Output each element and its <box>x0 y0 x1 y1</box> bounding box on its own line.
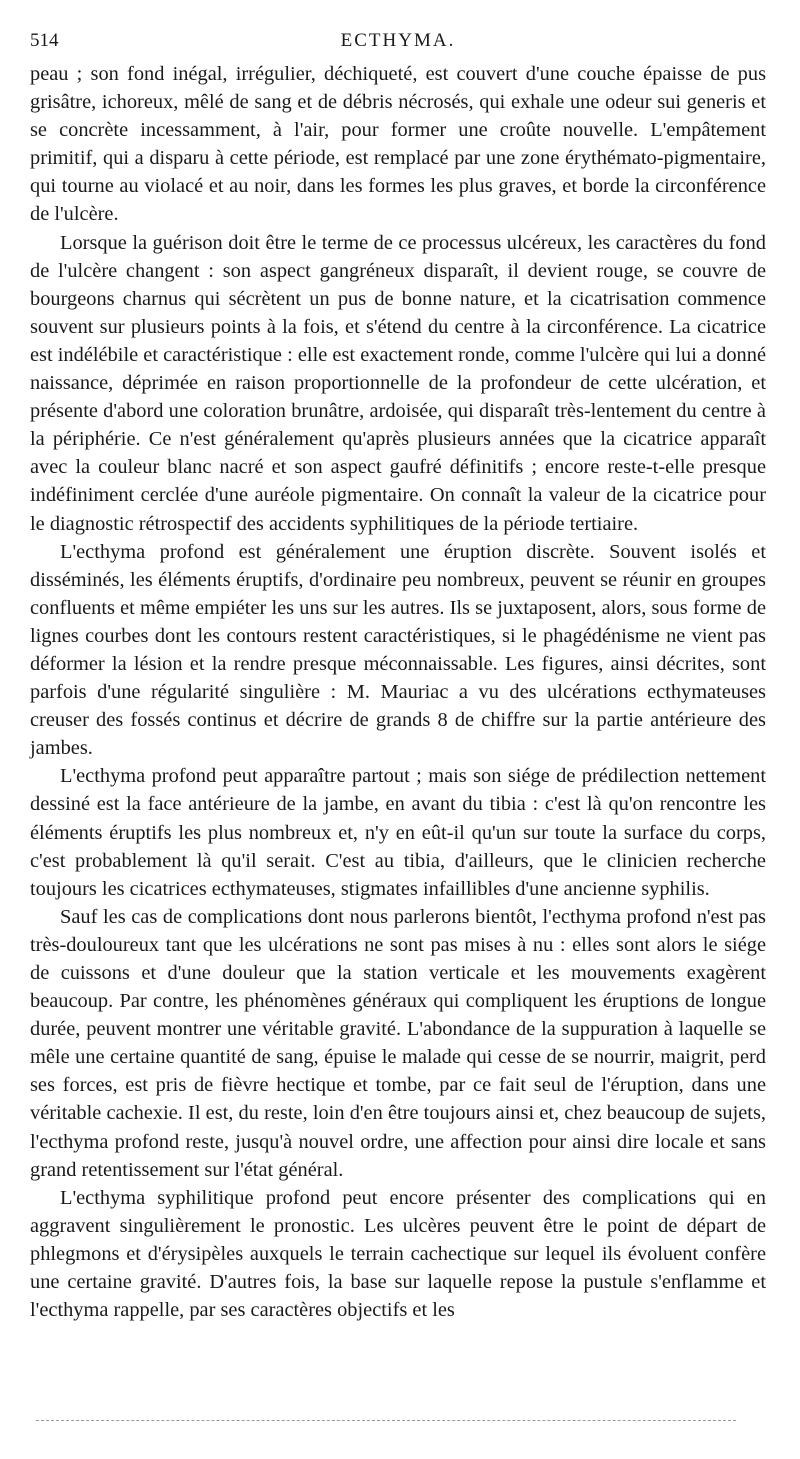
paragraph-6: L'ecthyma syphilitique profond peut encore présenter des complications qui en aggravent singulièrement le pronostic. Les ulcères peuvent être le point de départ de phlegmons et d'érysipèles auxquels le terrain cachectique sur lequel ils évoluent confère une certaine gravité. D'autres fois, la base sur laquelle repose la pustule s'enflamme et l'ecthyma rappelle, par ses caractères objectifs et les <box>30 1186 766 1322</box>
book-page <box>30 26 766 1324</box>
running-title: ECTHYMA. <box>340 30 456 51</box>
paragraph-1: peau ; son fond inégal, irrégulier, déchiqueté, est couvert d'une couche épaisse de pus grisâtre, ichoreux, mêlé de sang et de débris nécrosés, qui exhale une odeur sui generis et se concrète incessamment, à l'air, pour former une croûte nouvelle. L'empâtement primitif, qui a disparu à cette période, est remplacé par une zone érythémato-pigmentaire, qui tourne au violacé et au noir, dans les formes les plus graves, et borde la circonférence de l'ulcère. <box>30 63 766 226</box>
body-text <box>30 60 766 1324</box>
paragraph-5: Sauf les cas de complications dont nous parlerons bientôt, l'ecthyma profond n'est pas très-douloureux tant que les ulcérations ne sont pas mises à nu : elles sont alors le siége de cuissons et d'une douleur que la station verticale et les mouvements exagèrent beaucoup. Par contre, les phénomènes généraux qui compliquent les éruptions de longue durée, peuvent montrer une véritable gravité. L'abondance de la suppuration à laquelle se mêle une certaine quantité de sang, épuise le malade qui cesse de se nourrir, maigrit, perd ses forces, est pris de fièvre hectique et tombe, par ce fait seul de l'éruption, dans une véritable cachexie. Il est, du reste, loin d'en être toujours ainsi et, chez beaucoup de sujets, l'ecthyma profond reste, jusqu'à nouvel ordre, une affection pour ainsi dire locale et sans grand retentissement sur l'état général. <box>30 905 766 1181</box>
paragraph-4: L'ecthyma profond peut apparaître partout ; mais son siége de prédilection nettement dessiné est la face antérieure de la jambe, en avant du tibia : c'est là qu'on rencontre les éléments éruptifs les plus nombreux et, n'y en eût-il qu'un sur toute la surface du corps, c'est probablement là qu'il serait. C'est au tibia, d'ailleurs, que le clinicien recherche toujours les cicatrices ecthymateuses, stigmates infaillibles d'une ancienne syphilis. <box>30 765 766 900</box>
running-head <box>30 26 766 56</box>
footer-rule <box>36 1420 736 1421</box>
page-number: 514 <box>30 30 59 51</box>
paragraph-2: Lorsque la guérison doit être le terme de ce processus ulcéreux, les caractères du fond de l'ulcère changent : son aspect gangréneux disparaît, il devient rouge, se couvre de bourgeons charnus qui sécrètent un pus de bonne nature, et la cicatrisation commence souvent sur plusieurs points à la fois, et s'étend du centre à la circonférence. La cicatrice est indélébile et caractéristique : elle est exactement ronde, comme l'ulcère qui lui a donné naissance, déprimée en raison proportionnelle de la profondeur de cette ulcération, et présente d'abord une coloration brunâtre, ardoisée, qui disparaît très-lentement du centre à la périphérie. Ce n'est généralement qu'après plusieurs années que la cicatrice apparaît avec la couleur blanc nacré et son aspect gaufré définitifs ; encore reste-t-elle presque indéfiniment cerclée d'une auréole pigmentaire. On connaît la valeur de la cicatrice pour le diagnostic rétrospectif des accidents syphilitiques de la période tertiaire. <box>30 231 766 535</box>
paragraph-3: L'ecthyma profond est généralement une éruption discrète. Souvent isolés et disséminés, les éléments éruptifs, d'ordinaire peu nombreux, peuvent se réunir en groupes confluents et même empiéter les uns sur les autres. Ils se juxtaposent, alors, sous forme de lignes courbes dont les contours restent caractéristiques, si le phagédénisme ne vient pas déformer la lésion et la rendre presque méconnaissable. Les figures, ainsi décrites, sont parfois d'une régularité singulière : M. Mauriac a vu des ulcérations ecthymateuses creuser des fossés continus et décrire de grands 8 de chiffre sur la partie antérieure des jambes. <box>30 540 766 760</box>
